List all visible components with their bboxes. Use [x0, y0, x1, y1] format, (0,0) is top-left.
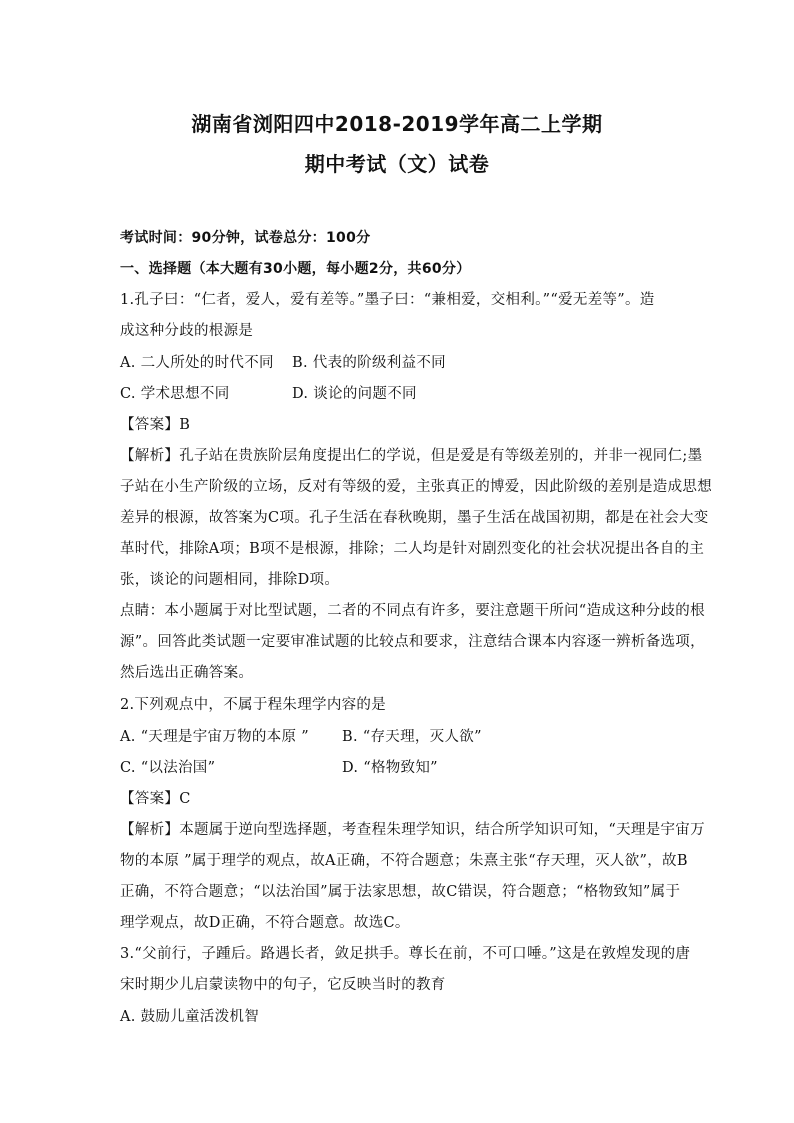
- page-title-line2: 期中考试（文）试卷: [304, 152, 490, 176]
- q1-stem-line2: 成这种分歧的根源是: [120, 323, 254, 339]
- q3-option-a: A. 鼓励儿童活泼机智: [120, 1009, 259, 1025]
- q1-note-line: 点睛：本小题属于对比型试题，二者的不同点有许多，要注意题干所问“造成这种分歧的根: [120, 603, 705, 619]
- q1-option-a: A. 二人所处的时代不同: [120, 355, 274, 371]
- q1-options-row1: [120, 353, 680, 373]
- q2-analysis-line: 理学观点，故D正确，不符合题意。故选C。: [120, 915, 410, 931]
- q2-answer: 【答案】C: [120, 791, 191, 807]
- q3-stem-line1: 3.“父前行，子踵后。路遇长者，敛足拱手。尊长在前，不可口唾。”这是在敦煌发现的唐: [120, 946, 691, 962]
- exam-info: 考试时间：90分钟，试卷总分：100分: [120, 230, 371, 246]
- q1-option-d: D. 谈论的问题不同: [292, 386, 417, 402]
- q1-answer: 【答案】B: [120, 417, 191, 433]
- q1-analysis-line: 差异的根源，故答案为C项。孔子生活在春秋晚期，墨子生活在战国初期，都是在社会大变: [120, 510, 709, 526]
- q2-option-c: C. “以法治国”: [120, 760, 216, 776]
- q2-option-a: A. “天理是宇宙万物的本原 ”: [120, 729, 309, 745]
- q2-option-d: D. “格物致知”: [342, 760, 438, 776]
- q2-analysis-line: 物的本原 ”属于理学的观点，故A正确，不符合题意；朱熹主张“存天理，灭人欲”，故B: [120, 853, 688, 869]
- q1-analysis-line: 【解析】孔子站在贵族阶层角度提出仁的学说，但是爱是有等级差别的，并非一视同仁;墨: [120, 448, 703, 464]
- q2-analysis-line: 【解析】本题属于逆向型选择题，考查程朱理学知识，结合所学知识可知，“天理是宇宙万: [120, 822, 705, 838]
- section-heading: 一、选择题（本大题有30小题，每小题2分，共60分）: [120, 261, 471, 277]
- q2-stem: 2.下列观点中，不属于程朱理学内容的是: [120, 697, 387, 713]
- q1-note-line: 然后选出正确答案。: [120, 665, 254, 681]
- q2-option-b: B. “存天理，灭人欲”: [342, 729, 482, 745]
- q1-option-c: C. 学术思想不同: [120, 386, 230, 402]
- q2-options-row1: [120, 727, 680, 747]
- page-title-line1: 湖南省浏阳四中2018-2019学年高二上学期: [191, 112, 603, 136]
- q1-analysis-line: 子站在小生产阶级的立场，反对有等级的爱，主张真正的博爱，因此阶级的差别是造成思想: [120, 479, 712, 495]
- q2-options-row2: [120, 758, 680, 778]
- q1-analysis-line: 张，谈论的问题相同，排除D项。: [120, 572, 340, 588]
- q1-option-b: B. 代表的阶级利益不同: [292, 355, 446, 371]
- q1-note-line: 源”。回答此类试题一定要审准试题的比较点和要求，注意结合课本内容逐一辨析备选项，: [120, 634, 705, 650]
- q3-stem-line2: 宋时期少儿启蒙读物中的句子，它反映当时的教育: [120, 977, 446, 993]
- q1-analysis-line: 革时代，排除A项；B项不是根源，排除；二人均是针对剧烈变化的社会状况提出各自的主: [120, 541, 705, 557]
- q2-analysis-line: 正确，不符合题意；“以法治国”属于法家思想，故C错误，符合题意；“格物致知”属于: [120, 884, 681, 900]
- q1-stem-line1: 1.孔子曰：“仁者，爱人，爱有差等。”墨子曰：“兼相爱，交相利。”“爱无差等”。造: [120, 292, 655, 308]
- q1-options-row2: [120, 384, 680, 404]
